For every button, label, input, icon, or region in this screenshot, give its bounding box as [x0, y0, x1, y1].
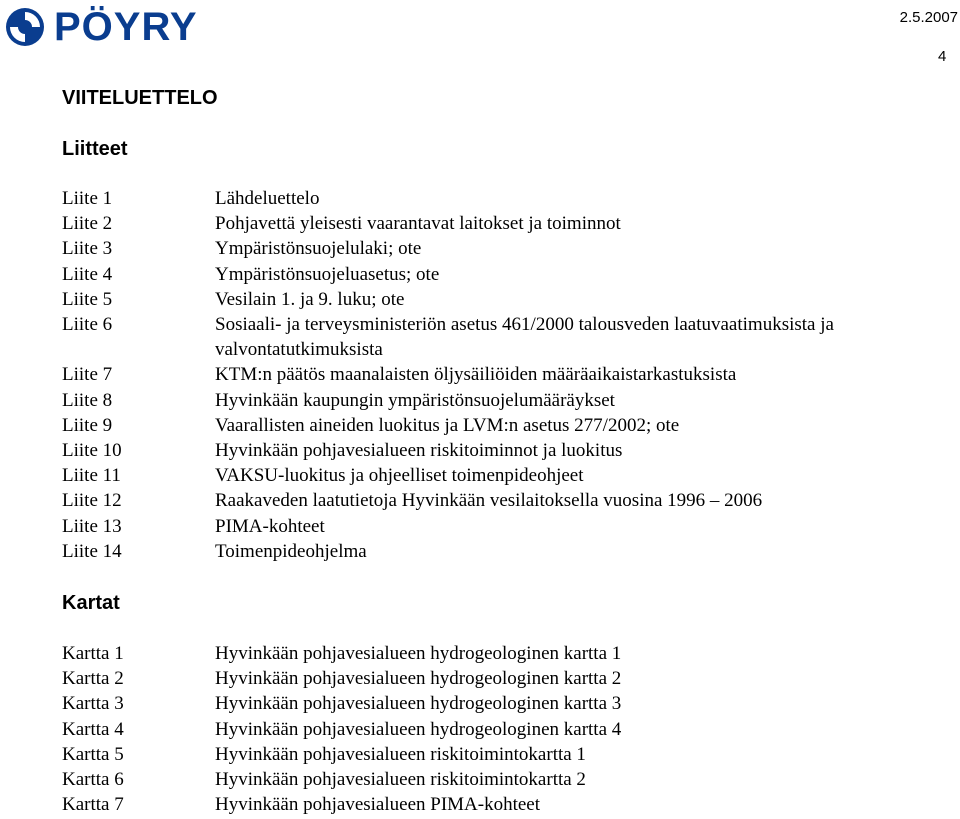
item-title: Hyvinkään kaupungin ympäristönsuojelumääräykset [215, 389, 615, 411]
list-item [62, 262, 952, 287]
maps-heading: Kartat [62, 592, 120, 614]
list-item [62, 312, 952, 362]
list-item [62, 514, 952, 539]
item-code: Liite 13 [62, 515, 122, 537]
appendices-heading: Liitteet [62, 138, 128, 160]
item-title: Toimenpideohjelma [215, 540, 367, 562]
page-number: 4 [938, 48, 947, 65]
item-title: Hyvinkään pohjavesialueen hydrogeologinen kartta 1 [215, 643, 622, 664]
company-logo [4, 4, 198, 50]
list-item [62, 488, 952, 513]
item-title: Hyvinkään pohjavesialueen riskitoimintokartta 1 [215, 743, 586, 765]
list-item [62, 211, 952, 236]
item-code: Kartta 4 [62, 718, 124, 740]
item-title: PIMA-kohteet [215, 515, 325, 537]
list-item [62, 539, 952, 564]
logo-wordmark: PÖYRY [54, 5, 198, 49]
item-title: Raakaveden laatutietoja Hyvinkään vesilaitoksella vuosina 1996 – 2006 [215, 490, 763, 512]
list-item [62, 691, 952, 716]
list-item [62, 641, 952, 666]
item-title: Ympäristönsuojeluasetus; ote [215, 263, 440, 285]
list-item [62, 186, 952, 211]
item-code: Kartta 1 [62, 643, 124, 664]
item-code: Liite 3 [62, 238, 113, 260]
item-code: Liite 12 [62, 490, 122, 512]
item-title: Hyvinkään pohjavesialueen hydrogeologinen kartta 2 [215, 668, 622, 690]
item-code: Liite 6 [62, 314, 113, 336]
list-item [62, 792, 952, 817]
list-item [62, 438, 952, 463]
item-code: Liite 11 [62, 465, 121, 487]
item-code: Liite 7 [62, 364, 113, 386]
page-title: VIITELUETTELO [62, 87, 218, 109]
item-code: Liite 14 [62, 540, 122, 562]
item-code: Kartta 5 [62, 743, 124, 765]
item-code: Liite 10 [62, 440, 122, 462]
list-item [62, 362, 952, 387]
item-code: Kartta 2 [62, 668, 124, 690]
item-code: Liite 9 [62, 414, 113, 436]
item-title: Ympäristönsuojelulaki; ote [215, 238, 422, 260]
item-code: Kartta 6 [62, 769, 124, 791]
list-item [62, 463, 952, 488]
list-item [62, 742, 952, 767]
poyry-logo-icon [4, 6, 46, 48]
item-code: Liite 4 [62, 263, 113, 285]
item-title: Hyvinkään pohjavesialueen riskitoiminnot ja luokitus [215, 440, 623, 462]
list-item [62, 388, 952, 413]
document-date: 2.5.2007 [899, 9, 958, 26]
item-code: Liite 5 [62, 288, 113, 310]
item-title: Hyvinkään pohjavesialueen hydrogeologinen kartta 3 [215, 693, 622, 715]
item-code: Liite 1 [62, 188, 113, 209]
item-title: KTM:n päätös maanalaisten öljysäiliöiden määräaikaistarkastuksista [215, 364, 737, 386]
list-item [62, 287, 952, 312]
list-item [62, 236, 952, 261]
item-title: Hyvinkään pohjavesialueen hydrogeologinen kartta 4 [215, 718, 622, 740]
list-item [62, 413, 952, 438]
appendix-list [62, 186, 952, 564]
item-code: Kartta 3 [62, 693, 124, 715]
item-code: Kartta 7 [62, 794, 124, 816]
map-list [62, 641, 952, 817]
item-title: Hyvinkään pohjavesialueen riskitoimintokartta 2 [215, 769, 586, 791]
list-item [62, 666, 952, 691]
item-code: Liite 8 [62, 389, 113, 411]
item-title: Hyvinkään pohjavesialueen PIMA-kohteet [215, 794, 541, 816]
item-title: Lähdeluettelo [215, 188, 320, 209]
item-title: VAKSU-luokitus ja ohjeelliset toimenpideohjeet [215, 465, 584, 487]
item-title: Pohjavettä yleisesti vaarantavat laitokset ja toiminnot [215, 213, 621, 235]
item-title: Vesilain 1. ja 9. luku; ote [215, 288, 405, 310]
list-item [62, 717, 952, 742]
item-title: Vaarallisten aineiden luokitus ja LVM:n asetus 277/2002; ote [215, 414, 680, 436]
item-title: Sosiaali- ja terveysministeriön asetus 461/2000 talousveden laatuvaatimuksista ja valvontatutkimuksista [215, 314, 834, 361]
list-item [62, 767, 952, 792]
item-code: Liite 2 [62, 213, 113, 235]
